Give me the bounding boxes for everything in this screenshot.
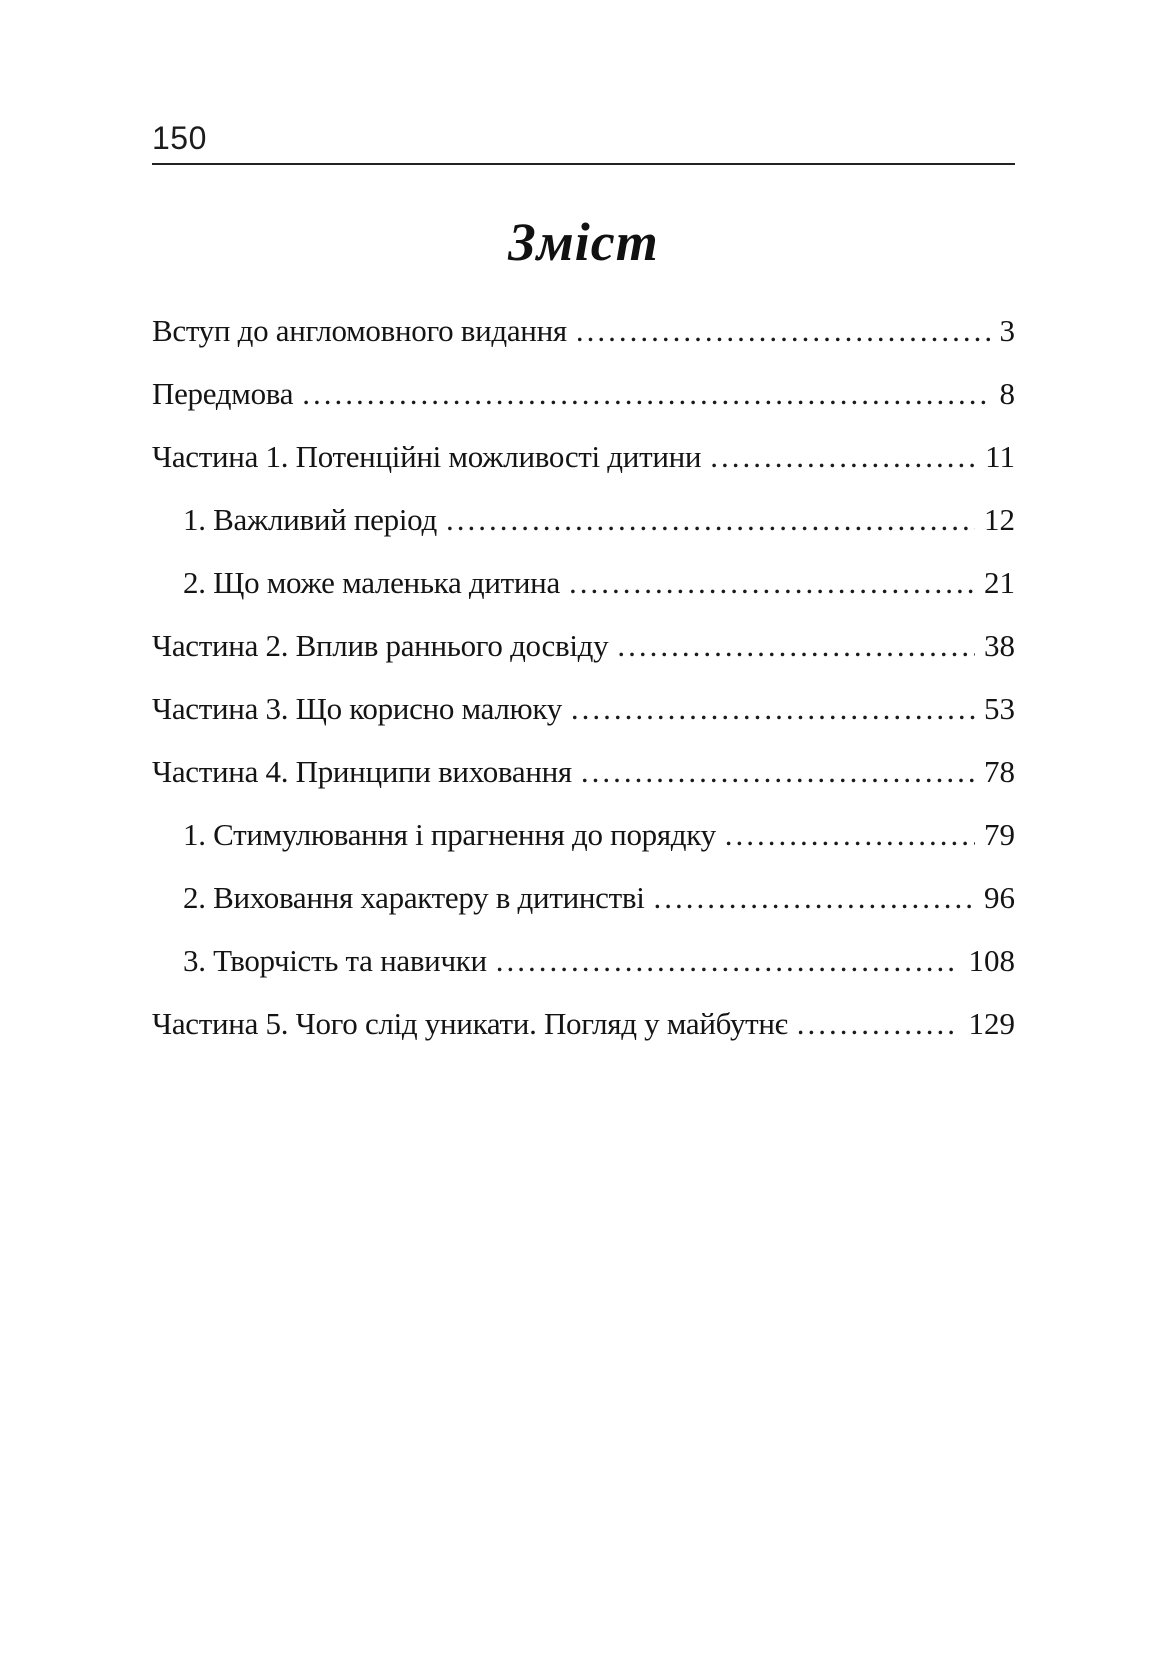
- toc-entry-page: 21: [984, 565, 1015, 601]
- toc-entry: [152, 614, 1015, 677]
- toc-entry-page: 12: [984, 502, 1015, 538]
- toc-entry-label: Частина 2. Вплив раннього досвіду: [152, 628, 609, 664]
- toc-entry: [152, 299, 1015, 362]
- dot-leader: [496, 929, 960, 992]
- toc-entry-page: 3: [999, 313, 1015, 349]
- toc-entry-page: 79: [984, 817, 1015, 853]
- toc-entry-page: 8: [999, 376, 1015, 412]
- dot-leader: [710, 425, 976, 488]
- toc-entry: [152, 929, 1015, 992]
- page-number: 150: [152, 120, 207, 156]
- dot-leader: [797, 992, 960, 1055]
- toc-entry-page: 108: [968, 943, 1015, 979]
- toc-entry-page: 78: [984, 754, 1015, 790]
- toc-entry-label: 3. Творчість та навички: [183, 943, 487, 979]
- toc-entry-page: 11: [985, 439, 1015, 475]
- toc-entry-page: 38: [984, 628, 1015, 664]
- dot-leader: [576, 299, 991, 362]
- toc-entry-label: 1. Важливий період: [183, 502, 437, 538]
- dot-leader: [725, 803, 975, 866]
- dot-leader: [581, 740, 975, 803]
- dot-leader: [446, 488, 975, 551]
- toc-entry-label: Частина 5. Чого слід уникати. Погляд у майбутнє: [152, 1006, 788, 1042]
- toc-entry: [152, 425, 1015, 488]
- toc-entry-label: Частина 4. Принципи виховання: [152, 754, 572, 790]
- dot-leader: [569, 551, 975, 614]
- toc-entry-label: 1. Стимулювання і прагнення до порядку: [183, 817, 716, 853]
- dot-leader: [302, 362, 990, 425]
- toc-entry-label: Передмова: [152, 376, 294, 412]
- toc-entry-page: 96: [984, 880, 1015, 916]
- toc-entry-page: 53: [984, 691, 1015, 727]
- header-rule: [152, 163, 1015, 165]
- toc-entry: [152, 362, 1015, 425]
- toc-entry: [152, 551, 1015, 614]
- toc-entry: [152, 677, 1015, 740]
- toc-entry-page: 129: [968, 1006, 1015, 1042]
- toc-entry: [152, 740, 1015, 803]
- toc-entry: [152, 488, 1015, 551]
- dot-leader: [617, 614, 975, 677]
- toc-entry: [152, 866, 1015, 929]
- toc-entry-label: Частина 3. Що корисно малюку: [152, 691, 562, 727]
- page-header: [152, 122, 1015, 165]
- toc-entry-label: 2. Що може маленька дитина: [183, 565, 560, 601]
- toc-entry: [152, 992, 1015, 1055]
- toc-entry-label: Вступ до англомовного видання: [152, 313, 567, 349]
- table-of-contents: [152, 299, 1015, 1055]
- dot-leader: [571, 677, 975, 740]
- toc-entry: [152, 803, 1015, 866]
- dot-leader: [654, 866, 975, 929]
- toc-entry-label: 2. Виховання характеру в дитинстві: [183, 880, 645, 916]
- toc-entry-label: Частина 1. Потенційні можливості дитини: [152, 439, 702, 475]
- page-title: Зміст: [508, 212, 659, 272]
